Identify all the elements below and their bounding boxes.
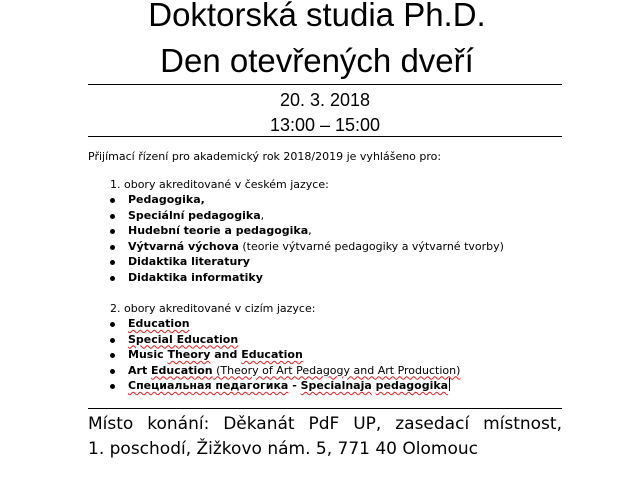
program-name: Pedagogika,: [128, 193, 205, 206]
event-time: 13:00 – 15:00: [269, 115, 381, 135]
title-line-2: Den otevřených dveří: [160, 42, 474, 79]
list-item: [108, 363, 460, 379]
czech-programs-list: [108, 192, 504, 285]
text-cursor: [449, 378, 450, 391]
program-word: pedagogika: [375, 379, 449, 392]
event-date: 20. 3. 2018: [279, 90, 371, 110]
list-item: [108, 316, 460, 332]
program-name: Hudební teorie a pedagogika: [128, 224, 309, 237]
program-note: ,: [308, 224, 312, 237]
list-item: [108, 347, 460, 363]
program-name: Education: [128, 317, 190, 330]
czech-programs-heading: 1. obory akreditované v českém jazyce:: [110, 178, 329, 191]
admission-intro: Přijímací řízení pro akademický rok 2018/2019 je vyhlášeno pro:: [88, 150, 442, 163]
foreign-programs-list: [108, 316, 460, 394]
program-word: Specialnaja: [300, 379, 372, 392]
list-item: [108, 332, 460, 348]
venue-word: konání:: [147, 414, 210, 434]
program-name: Výtvarná výchova: [128, 239, 239, 253]
program-note: (teorie výtvarné pedagogiky a výtvarné tvorby): [238, 239, 504, 253]
venue-line-2: 1. poschodí, Žižkovo nám. 5, 771 40 Olomouc: [88, 439, 478, 459]
venue-word: PdF: [308, 414, 340, 434]
venue-word: zasedací: [395, 414, 470, 434]
divider-top: [88, 84, 562, 85]
title-line-1: Doktorská studia Ph.D.: [148, 0, 486, 33]
program-word: -: [288, 379, 301, 392]
list-item: [108, 254, 504, 270]
program-word: Education: [151, 363, 213, 377]
program-word: Theory: [167, 348, 211, 361]
program-word: Education: [241, 348, 303, 361]
list-item: [108, 208, 504, 224]
list-item: [108, 223, 504, 239]
divider-bottom: [88, 408, 562, 409]
list-item: [108, 192, 504, 208]
program-name: Speciální pedagogika: [128, 208, 261, 222]
foreign-programs-heading: 2. obory akreditované v cizím jazyce:: [110, 302, 316, 315]
venue-word: Děkanát: [223, 414, 295, 434]
venue-line-1: [88, 412, 562, 437]
program-name: Didaktika literatury: [128, 255, 250, 268]
program-word: and: [210, 348, 242, 361]
divider-middle: [88, 136, 562, 137]
list-item: [108, 378, 460, 394]
list-item: [108, 270, 504, 286]
venue-word: UP,: [353, 414, 382, 434]
program-note: (Theory of Art Pedagogy and Art Production): [212, 363, 461, 377]
program-word: Специальная педагогика: [128, 379, 289, 392]
venue: [88, 412, 562, 462]
list-item: [108, 239, 504, 255]
program-name: Didaktika informatiky: [128, 270, 263, 284]
venue-word: Místo: [88, 414, 134, 434]
program-name: Special Education: [128, 332, 239, 346]
program-word: Music: [128, 348, 168, 361]
venue-word: místnost,: [483, 414, 562, 434]
program-note: ,: [260, 208, 265, 222]
program-word: Art: [128, 363, 152, 377]
